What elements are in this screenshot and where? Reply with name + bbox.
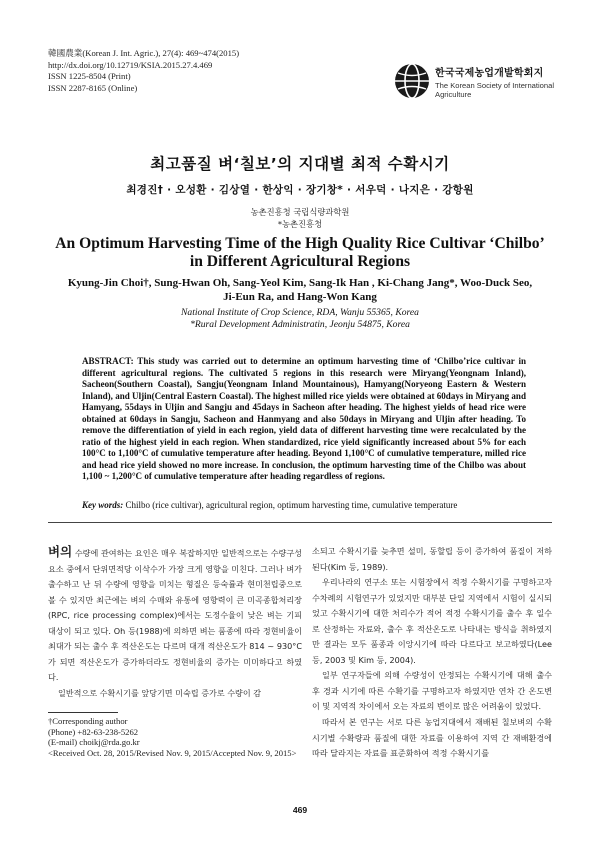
keywords [82,500,532,512]
english-affiliation-1: National Institute of Crop Science, RDA, Wanju 55365, Korea [181,307,419,318]
section-divider [48,522,552,523]
english-affiliation-2: *Rural Development Administratin, Jeonju 54875, Korea [190,319,410,330]
dropcap-word: 벼의 [48,544,73,559]
abstract-text: ABSTRACT: This study was carried out to determine an optimum harvesting time of ‘Chilbo’rice cultivar in different agricultural regions. The cultivated 5 regions in this research were Miryang(Yeongnam Inland), Sacheon(Southern Coastal), Sangju(Yeongnam Inland Mountainous), Hamyang(Noryeong Eastern & Western Inland), and Uljin(Central Eastern Coastal). The highest milled rice yields were obtained at 60days in Miryang and Hamyang, 55days in Uljin and Sangju and 45days in Sacheon after heading. The highest yields of head rice were obtained at 60days in Sangju, Sacheon and Hanmyang and also 50days in Miryang and Uljin after heading. To remove the differentiation of yield in each region, yield data of different harvesting time were recalculated by the ratio of the highest yield in each region. When standardized, rice yield significantly increased about 5% for each 100°C to 1,100°C of cumulative temperature after heading. Beyond 1,100°C of cumulative temperature, milled rice and head rice yield showed no more increase. In conclusion, the optimum harvesting time of the Chilbo was about 1,100 ~ 1,200°C of cumulative temperature after heading regardless of regions. [82,356,526,482]
journal-citation: 韓國農業(Korean J. Int. Agric.), 27(4): 469~474(2015) [48,48,240,58]
corresponding-author: †Corresponding author [48,716,128,726]
journal-header [48,48,239,94]
footnote [48,716,308,758]
paragraph-text: 수량에 관여하는 요인은 매우 복잡하지만 일반적으로는 수량구성요소 중에서 단위면적당 이삭수가 가장 크게 영향을 미친다. 그러나 벼가 출수하고 난 뒤 수량에 영향을 미치는 형질은 등숙률과 현미천립중으로 볼 수 있지만 최근에는 벼의 수매와 유통에 영향력이 큰 미곡종합처리장(RPC, rice processing complex)에서는 도정수율이 낮은 벼는 기피 대상이 되고 있다. Oh 등(1988)에 의하면 벼는 품종에 따라 정현비율이 최대가 되는 출수 후 적산온도는 다르며 대개 적산온도가 814 ~ 930°C가 되면 적산온도가 증가하더라도 정현비율의 증가는 미미하다고 하였다. [48,548,302,683]
korean-affiliation-2: *농촌진흥청 [277,219,323,229]
footnote-divider [48,712,118,713]
body-left-column [48,544,302,701]
paragraph: 따라서 본 연구는 서로 다른 농업지대에서 재배된 칠보벼의 수확시기별 수확량과 품질에 대한 자료를 이용하여 지역 간 재배환경에 따라 달라지는 자료를 표준화하여 적정 수확시기를 [312,717,552,759]
issn-online: ISSN 2287-8165 (Online) [48,82,138,93]
paragraph: 우리나라의 연구소 또는 시험장에서 적정 수확시기를 구명하고자 수차례의 시험연구가 있었지만 대부분 단일 지역에서 시험이 실시되었고 수확시기에 대한 처리수가 적어 적정 수확시기를 출수 후 일수로 산정하는 자료와, 출수 후 적산온도로 나타내는 방식을 취하였지만 결과는 모두 품종과 이앙시기에 따라 다르다고 보고하였다(Lee 등, 2003 및 Kim 등, 2004). [312,577,552,665]
paragraph [48,544,302,686]
paragraph: 소되고 수확시기를 늦추면 설미, 동할립 등이 증가하여 품질이 저하된다(Kim 등, 1989). [312,546,552,572]
issn-print: ISSN 1225-8504 (Print) [48,71,131,82]
society-name-english: The Korean Society of International Agriculture [435,81,555,99]
korean-title: 최고품질 벼‘칠보’의 지대별 최적 수확시기 [150,155,450,173]
page-number: 469 [292,805,308,815]
korean-authors: 최경진† · 오성환 · 김상열 · 한상익 · 장기창* · 서우덕 · 나지은 · 강항원 [126,184,474,196]
korean-affiliation-1: 농촌진흥청 국립식량과학원 [250,207,350,217]
body-right-column [312,544,552,762]
keywords-list: Chilbo (rice cultivar), agricultural region, optimum harvesting time, cumulative temperature [125,500,458,510]
globe-emblem-icon [393,62,431,100]
society-logo [393,56,561,106]
keywords-label: Key words: [82,500,124,510]
english-title: An Optimum Harvesting Time of the High Quality Rice Cultivar ‘Chilbo’ in Different Agricultural Regions [55,235,545,270]
email[interactable]: (E-mail) choikj@rda.go.kr [48,737,140,748]
doi-link[interactable]: http://dx.doi.org/10.12719/KSIA.2015.27.4.469 [48,59,213,70]
phone: (Phone) +82-63-238-5262 [48,726,139,737]
paragraph: 일반적으로 수확시기를 앞당기면 미숙립 증가로 수량이 감 [58,687,262,698]
society-name-korean: 한국국제농업개발학회지 [435,68,544,79]
paragraph: 일부 연구자들에 의해 수량성이 안정되는 수확시기에 대해 출수 후 경과 시기에 따른 수확기를 구명하고자 하였지만 연차 간 온도변이 및 지역적 차이에서 오는 자료의 변이로 많은 어려움이 있었다. [312,670,552,712]
received-dates: <Received Oct. 28, 2015/Revised Nov. 9, 2015/Accepted Nov. 9, 2015> [48,747,297,758]
english-authors: Kyung-Jin Choi†, Sung-Hwan Oh, Sang-Yeol Kim, Sang-Ik Han , Ki-Chang Jang*, Woo-Duck Seo, Ji-Eun Ra, and Hang-Won Kang [67,277,533,303]
